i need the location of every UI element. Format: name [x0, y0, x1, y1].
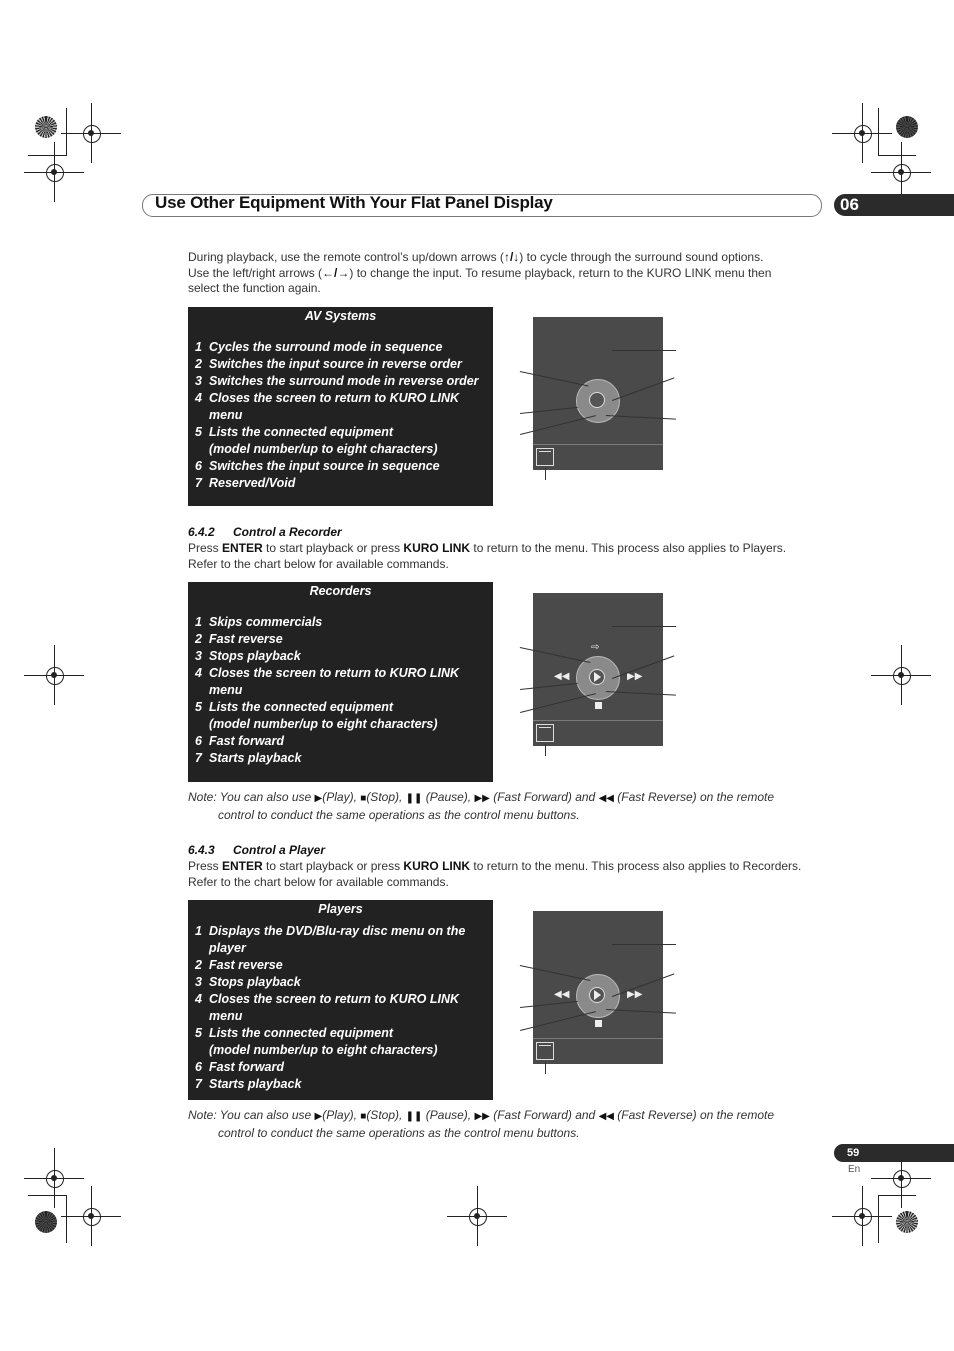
- registration-star-icon: [35, 1211, 57, 1233]
- play-icon: ▶: [314, 1111, 323, 1122]
- player-control-screen: [533, 911, 663, 1064]
- av-control-screen: [533, 317, 663, 470]
- recorder-control-screen: [533, 593, 663, 746]
- legend-item: 6 Fast forward: [195, 734, 285, 748]
- skip-icon[interactable]: ⇨: [591, 642, 600, 653]
- play-icon: ▶: [314, 793, 323, 804]
- legend-item: 6 Fast forward: [195, 1060, 285, 1074]
- legend-item: 4 Closes the screen to return to KURO LINK menu: [195, 391, 460, 422]
- legend-title: Recorders: [309, 584, 372, 598]
- note-player: Note: You can also use ▶(Play), ■(Stop), ❚❚ (Pause), ▶▶ (Fast Forward) and ◀◀ (Fast Reverse) on the remote control to conduct the same operations as the control menu buttons.: [188, 1108, 775, 1140]
- legend-item: 1 Displays the DVD/Blu-ray disc menu on the player: [195, 924, 466, 955]
- language-label: En: [848, 1164, 861, 1175]
- close-icon[interactable]: [536, 724, 554, 742]
- av-systems-legend: [188, 307, 493, 506]
- pause-icon: ❚❚: [405, 793, 423, 804]
- registration-star-icon: [896, 1211, 918, 1233]
- stop-icon[interactable]: [595, 1020, 602, 1027]
- stop-icon: ■: [360, 1111, 367, 1122]
- legend-item: 7 Starts playback: [195, 751, 302, 765]
- fast-forward-icon: ▶▶: [474, 793, 490, 804]
- legend-item: 2 Switches the input source in reverse order: [195, 357, 462, 371]
- page-title: Use Other Equipment With Your Flat Panel Display: [155, 193, 553, 212]
- center-button[interactable]: [589, 392, 605, 408]
- legend-item: 5 Lists the connected equipment (model number/up to eight characters): [195, 1026, 438, 1057]
- legend-item: 1 Cycles the surround mode in sequence: [195, 340, 443, 354]
- fast-reverse-icon[interactable]: ◀◀: [554, 671, 570, 682]
- section-heading-recorder: 6.4.2 Control a Recorder: [188, 525, 342, 539]
- legend-item: 5 Lists the connected equipment (model number/up to eight characters): [195, 425, 438, 456]
- registration-star-icon: [896, 116, 918, 138]
- legend-item: 7 Starts playback: [195, 1077, 302, 1091]
- legend-item: 2 Fast reverse: [195, 632, 283, 646]
- close-icon[interactable]: [536, 448, 554, 466]
- legend-item: 3 Stops playback: [195, 649, 301, 663]
- intro-paragraph: During playback, use the remote control’s up/down arrows (↑/↓) to cycle through the surround sound options. Use the left/right arrows (←/→) to change the input. To resume playback, return to the KURO LINK menu then select the function again.: [188, 250, 772, 295]
- fast-reverse-icon: ◀◀: [598, 1111, 614, 1122]
- fast-forward-icon: ▶▶: [474, 1111, 490, 1122]
- stop-icon: ■: [360, 793, 367, 804]
- legend-item: 2 Fast reverse: [195, 958, 283, 972]
- page-number: 59: [834, 1144, 954, 1162]
- recorder-paragraph: Press ENTER to start playback or press KURO LINK to return to the menu. This process also applies to Players. Refer to the chart below for available commands.: [188, 541, 787, 571]
- fast-reverse-icon: ◀◀: [598, 793, 614, 804]
- play-icon: [594, 672, 601, 682]
- legend-item: 6 Switches the input source in sequence: [195, 459, 440, 473]
- play-icon: [594, 990, 601, 1000]
- legend-item: 4 Closes the screen to return to KURO LINK menu: [195, 666, 460, 697]
- legend-item: 3 Switches the surround mode in reverse order: [195, 374, 479, 388]
- legend-item: 3 Stops playback: [195, 975, 301, 989]
- registration-star-icon: [35, 116, 57, 138]
- player-paragraph: Press ENTER to start playback or press KURO LINK to return to the menu. This process also applies to Recorders. Refer to the chart below for available commands.: [188, 859, 802, 889]
- legend-item: 4 Closes the screen to return to KURO LINK menu: [195, 992, 460, 1023]
- legend-title: Players: [318, 902, 363, 916]
- legend-item: 7 Reserved/Void: [195, 476, 296, 490]
- left-right-arrow-icon: ←/→: [322, 265, 350, 280]
- legend-item: 5 Lists the connected equipment (model number/up to eight characters): [195, 700, 438, 731]
- legend-item: 1 Skips commercials: [195, 615, 323, 629]
- recorders-legend: [188, 582, 493, 782]
- fast-reverse-icon[interactable]: ◀◀: [554, 989, 570, 1000]
- stop-icon[interactable]: [595, 702, 602, 709]
- legend-title: AV Systems: [304, 309, 377, 323]
- fast-forward-icon[interactable]: ▶▶: [627, 671, 643, 682]
- note-recorder: Note: You can also use ▶(Play), ■(Stop), ❚❚ (Pause), ▶▶ (Fast Forward) and ◀◀ (Fast Reverse) on the remote control to conduct the same operations as the control menu buttons.: [188, 790, 775, 822]
- pause-icon: ❚❚: [405, 1111, 423, 1122]
- up-down-arrow-icon: ↑/↓: [503, 250, 520, 264]
- players-legend: [188, 900, 493, 1100]
- fast-forward-icon[interactable]: ▶▶: [627, 989, 643, 1000]
- close-icon[interactable]: [536, 1042, 554, 1060]
- section-heading-player: 6.4.3 Control a Player: [188, 843, 326, 857]
- chapter-badge: 06: [834, 194, 954, 216]
